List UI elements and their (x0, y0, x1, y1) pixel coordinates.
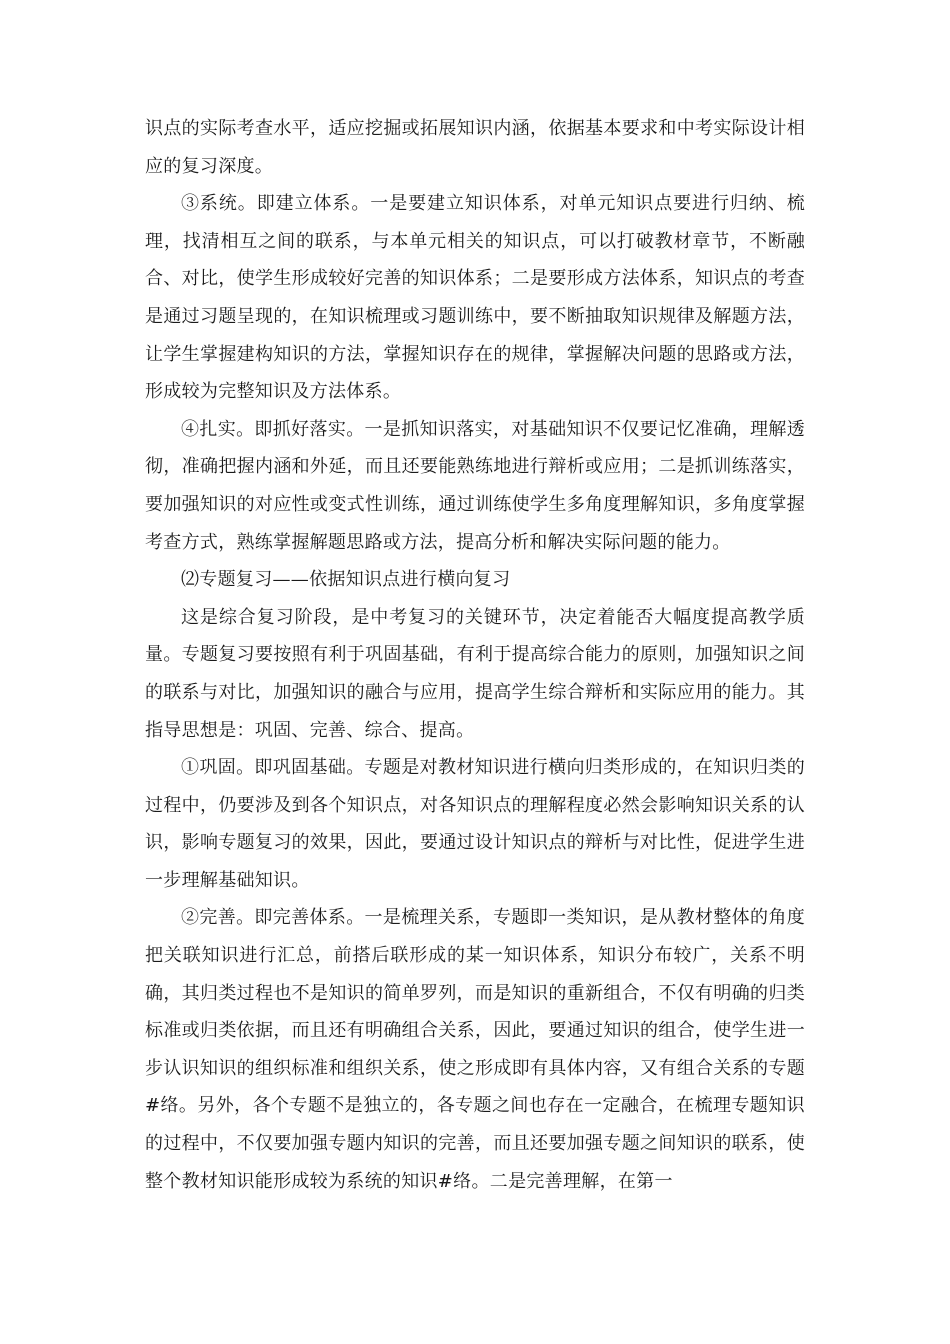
document-body (145, 110, 805, 1200)
paragraph-comprehensive-stage: 这是综合复习阶段，是中考复习的关键环节，决定着能否大幅度提高教学质量。专题复习要按照有利于巩固基础，有利于提高综合能力的原则，加强知识之间的联系与对比，加强知识的融合与应用，提高学生综合辩析和实际应用的能力。其指导思想是：巩固、完善、综合、提高。 (145, 606, 805, 741)
paragraph-system: ③系统。即建立体系。一是要建立知识体系，对单元知识点要进行归纳、梳理，找清相互之间的联系，与本单元相关的知识点，可以打破教材章节，不断融合、对比，使学生形成较好完善的知识体系；二是要形成方法体系，知识点的考查是通过习题呈现的，在知识梳理或习题训练中，要不断抽取知识规律及解题方法，让学生掌握建构知识的方法，掌握知识存在的规律，掌握解决问题的思路或方法，形成较为完整知识及方法体系。 (145, 193, 805, 403)
paragraph-continuation: 识点的实际考查水平，适应挖掘或拓展知识内涵，依据基本要求和中考实际设计相应的复习深度。 (145, 118, 805, 177)
paragraph-solid: ④扎实。即抓好落实。一是抓知识落实，对基础知识不仅要记忆准确，理解透彻，准确把握内涵和外延，而且还要能熟练地进行辩析或应用；二是抓训练落实，要加强知识的对应性或变式性训练，通过训练使学生多角度理解知识，多角度掌握考查方式，熟练掌握解题思路或方法，提高分析和解决实际问题的能力。 (145, 418, 805, 553)
paragraph-perfect: ②完善。即完善体系。一是梳理关系，专题即一类知识，是从教材整体的角度把关联知识进行汇总，前搭后联形成的某一知识体系，知识分布较广，关系不明确，其归类过程也不是知识的简单罗列，而是知识的重新组合，不仅有明确的归类标准或归类依据，而且还有明确组合关系，因此，要通过知识的组合，使学生进一步认识知识的组织标准和组织关系，使之形成即有具体内容，又有组合关系的专题#络。另外，各个专题不是独立的，各专题之间也存在一定融合，在梳理专题知识的过程中，不仅要加强专题内知识的完善，而且还要加强专题之间知识的联系，使整个教材知识能形成较为系统的知识#络。二是完善理解，在第一 (145, 907, 805, 1192)
paragraph-consolidate: ①巩固。即巩固基础。专题是对教材知识进行横向归类形成的，在知识归类的过程中，仍要涉及到各个知识点，对各知识点的理解程度必然会影响知识关系的认识，影响专题复习的效果，因此，要通过设计知识点的辩析与对比性，促进学生进一步理解基础知识。 (145, 757, 805, 891)
section-heading-topic-review: ⑵专题复习——依据知识点进行横向复习 (181, 569, 511, 591)
